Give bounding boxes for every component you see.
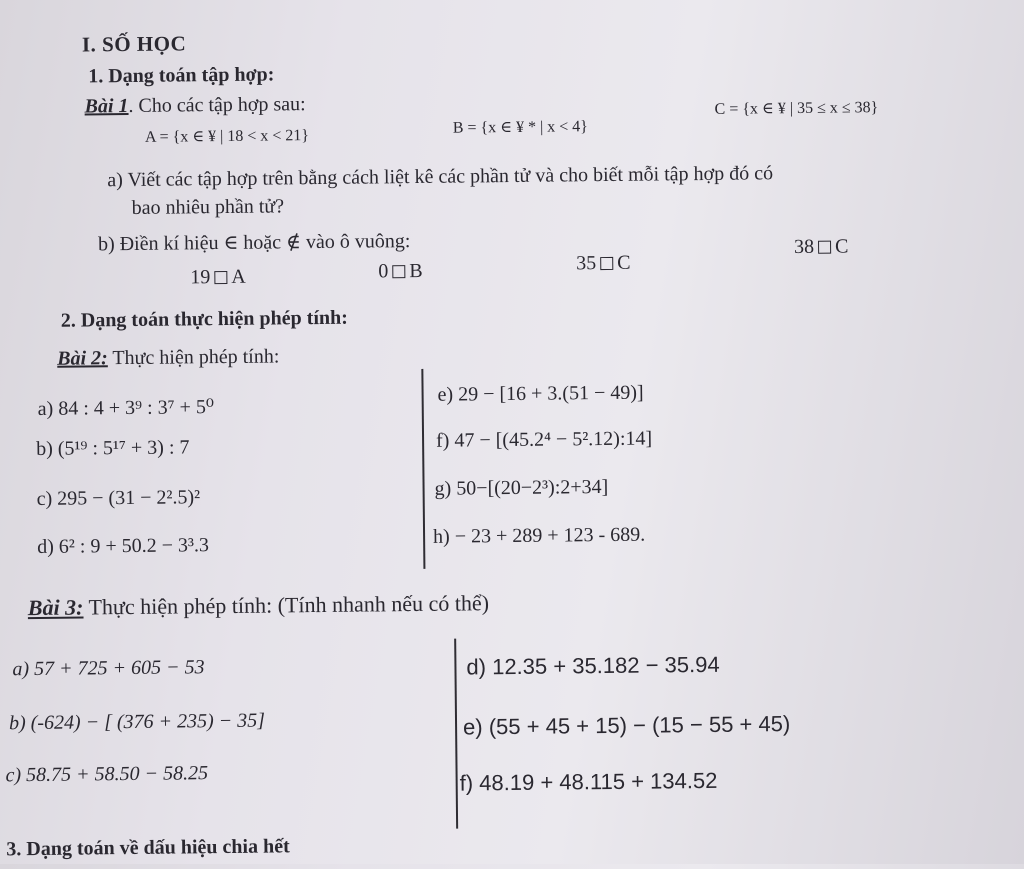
- fill-item-1: [190, 267, 246, 288]
- exercise-1-text: . Cho các tập hợp sau:: [128, 93, 306, 117]
- exercise-2-h: h) − 23 + 289 + 123 - 689.: [432, 523, 646, 548]
- exercise-1-intro: [84, 94, 305, 116]
- exercise-2-d: d) 6² : 9 + 50.2 − 3³.3: [37, 534, 210, 558]
- fill-item-number: 38: [793, 235, 815, 259]
- set-a: A = {x ∈ ¥ | 18 < x < 21}: [144, 127, 310, 146]
- exercise-3-text: Thực hiện phép tính: (Tính nhanh nếu có thể): [83, 590, 490, 620]
- column-divider: [454, 639, 457, 829]
- exercise-2-c: c) 295 − (31 − 2².5)²: [36, 486, 201, 510]
- fill-item-set: A: [231, 265, 246, 288]
- column-divider: [421, 369, 425, 569]
- fill-item-set: B: [409, 259, 423, 283]
- exercise-2-intro: [57, 346, 279, 368]
- exercise-2-e: e) 29 − [16 + 3.(51 − 49)]: [437, 381, 644, 406]
- fill-item-number: 35: [576, 252, 597, 275]
- exercise-2-text: Thực hiện phép tính:: [107, 345, 280, 370]
- fill-item-number: 0: [378, 260, 389, 283]
- fill-item-set: C: [617, 251, 631, 274]
- answer-box[interactable]: [392, 265, 405, 278]
- question-a-line1: a) Viết các tập hợp trên bằng cách liệt kê các phần tử và cho biết mỗi tập hợp đó có: [107, 162, 774, 192]
- exercise-3-e: e) (55 + 45 + 15) − (15 − 55 + 45): [462, 711, 791, 740]
- exercise-3-intro: [28, 592, 489, 619]
- exercise-2-f: f) 47 − [(45.2⁴ − 5².12):14]: [435, 427, 653, 452]
- set-b: B = {x ∈ ¥ * | x < 4}: [452, 118, 589, 137]
- exercise-3-b: b) (-624) − [ (376 + 235) − 35]: [8, 709, 266, 735]
- subsection-sets-heading: 1. Dạng toán tập hợp:: [88, 63, 275, 88]
- subsection-divisibility-heading: 3. Dạng toán về dấu hiệu chia hết: [6, 835, 290, 861]
- section-heading: I. SỐ HỌC: [81, 31, 187, 57]
- set-c: C = {x ∈ ¥ | 35 ≤ x ≤ 38}: [714, 99, 879, 118]
- answer-box[interactable]: [818, 241, 831, 254]
- exercise-2-b: b) (5¹⁹ : 5¹⁷ + 3) : 7: [36, 436, 190, 460]
- subsection-calc-heading: 2. Dạng toán thực hiện phép tính:: [60, 306, 348, 332]
- fill-item-number: 19: [190, 266, 211, 289]
- fill-item-3: [576, 253, 631, 274]
- fill-item-2: [378, 261, 423, 281]
- fill-item-set: C: [834, 235, 849, 258]
- exercise-3-f: f) 48.19 + 48.115 + 134.52: [459, 767, 718, 796]
- exercise-2-a: a) 84 : 4 + 3⁹ : 3⁷ + 5⁰: [37, 396, 215, 420]
- exercise-3-a: a) 57 + 725 + 605 − 53: [12, 656, 205, 681]
- answer-box[interactable]: [214, 271, 227, 284]
- fill-item-4: [794, 236, 849, 257]
- exercise-3-label: Bài 3:: [27, 594, 84, 621]
- exercise-2-label: Bài 2:: [57, 347, 108, 370]
- exercise-2-g: g) 50−[(20−2³):2+34]: [434, 475, 609, 500]
- question-a-line2: bao nhiêu phần tử?: [131, 195, 285, 219]
- exercise-3-d: d) 12.35 + 35.182 − 35.94: [466, 651, 720, 680]
- answer-box[interactable]: [600, 257, 613, 270]
- question-b: b) Điền kí hiệu ∈ hoặc ∉ vào ô vuông:: [97, 230, 411, 256]
- exercise-3-c: c) 58.75 + 58.50 − 58.25: [5, 762, 209, 787]
- exercise-1-label: Bài 1: [84, 94, 129, 118]
